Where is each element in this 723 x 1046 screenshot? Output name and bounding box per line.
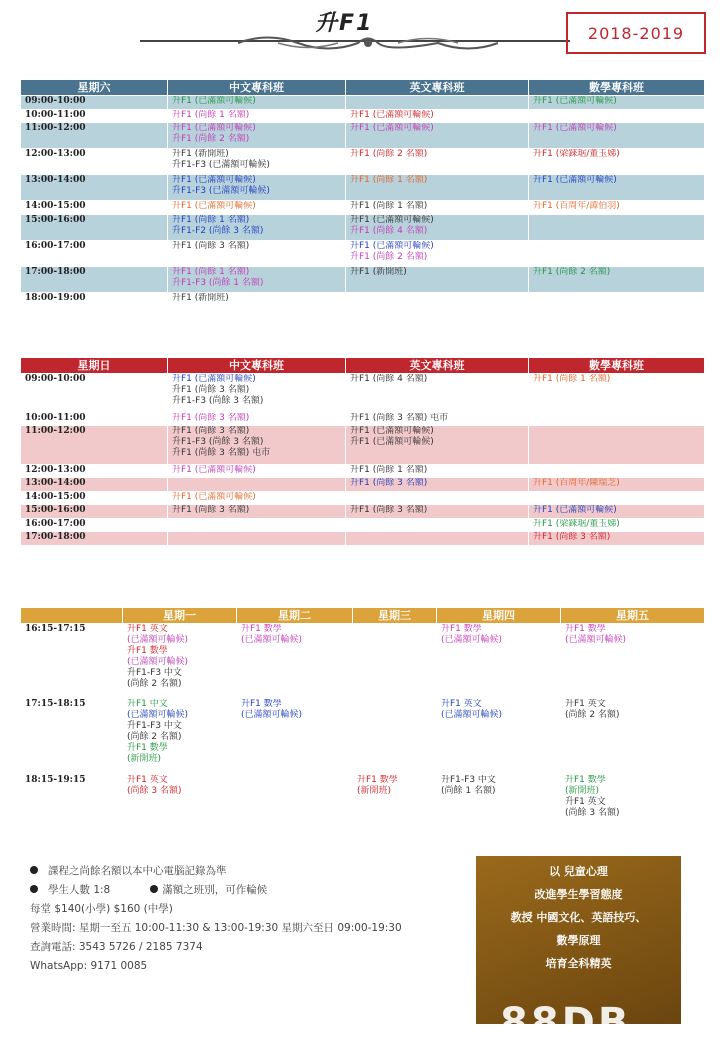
schedule-cell xyxy=(437,699,561,774)
schedule-cell xyxy=(561,699,705,774)
class-entry: 升F1 (百周年/陳瑞芝) xyxy=(533,478,620,488)
schedule-row xyxy=(21,412,705,426)
schedule-cell xyxy=(346,266,529,292)
class-entry: 升F1 (尚餘 3 名額) xyxy=(350,505,428,515)
note-ratio: 學生人數 1:8 xyxy=(48,884,111,896)
note-hours: 營業時間: 星期一至五 10:00-11:30 & 13:00-19:30 星期六至日 09:00-19:30 xyxy=(30,922,402,934)
class-entry: 升F1 (尚餘 4 名額) xyxy=(350,225,428,236)
schedule-row xyxy=(21,491,705,505)
class-entry: 升F1 (尚餘 1 名額) xyxy=(172,109,250,120)
schedule-cell xyxy=(168,505,346,519)
class-entry: 升F1 (已滿額可輪候) xyxy=(172,201,256,211)
schedule-cell xyxy=(168,123,346,149)
promo-line: 教授 中國文化、英語技巧、 xyxy=(510,911,647,924)
class-entry: 升F1 (已滿額可輪候) xyxy=(350,214,434,225)
class-entry: 升F1 (已滿額可輪候) xyxy=(172,123,256,133)
class-entry: 升F1 (已滿額可輪候) xyxy=(350,123,434,133)
class-entry: 升F1 (尚餘 2 名額) xyxy=(172,134,250,144)
schedule-cell xyxy=(353,624,437,699)
schedule-row xyxy=(21,201,705,215)
schedule-cell xyxy=(168,266,346,292)
schedule-cell xyxy=(168,214,346,240)
class-entry: (尚餘 2 名額) xyxy=(127,679,182,689)
class-entry: 升F1 (尚餘 3 名額) xyxy=(172,385,250,395)
column-header: 數學專科班 xyxy=(529,80,705,96)
column-header: 星期五 xyxy=(561,608,705,624)
weekday-table xyxy=(20,607,705,825)
class-entry: (已滿額可輪候) xyxy=(565,635,627,645)
promo-line: 改進學生學習態度 xyxy=(534,888,623,901)
schedule-cell xyxy=(346,374,529,413)
schedule-row xyxy=(21,699,705,774)
schedule-row xyxy=(21,505,705,519)
time-slot: 09:00-10:00 xyxy=(21,96,168,110)
class-entry: 升F1 英文 xyxy=(565,699,606,710)
class-entry: 升F1-F3 中文 xyxy=(127,668,182,678)
class-entry: (新開班) xyxy=(357,785,392,796)
schedule-cell xyxy=(529,240,705,266)
class-entry: 升F1 (已滿額可輪候) xyxy=(172,464,256,475)
class-entry: 升F1 中文 xyxy=(127,699,168,710)
class-entry: 升F1 (尚餘 3 名額) xyxy=(172,412,250,423)
schedule-cell xyxy=(237,774,353,825)
schedule-cell xyxy=(346,292,529,306)
class-entry: 升F1 (尚餘 3 名額) xyxy=(172,240,250,251)
schedule-cell xyxy=(237,624,353,699)
schedule-row xyxy=(21,624,705,699)
promo-line: 以 兒童心理 xyxy=(549,865,608,878)
note-fees: 每堂 $140(小學) $160 (中學) xyxy=(30,903,173,915)
class-entry: 升F1 (尚餘 1 名額) xyxy=(350,464,428,475)
schedule-cell xyxy=(529,505,705,519)
class-entry: 升F1 (百周年/譚伯羽) xyxy=(533,201,620,211)
schedule-cell xyxy=(346,109,529,123)
time-slot: 16:00-17:00 xyxy=(21,240,168,266)
schedule-cell xyxy=(529,201,705,215)
class-entry: 升F1 (已滿額可輪候) xyxy=(350,109,434,120)
schedule-cell xyxy=(346,240,529,266)
time-slot: 17:00-18:00 xyxy=(21,266,168,292)
class-entry: (已滿額可輪候) xyxy=(241,710,303,721)
schedule-cell xyxy=(346,201,529,215)
schedule-cell xyxy=(529,266,705,292)
time-slot: 12:00-13:00 xyxy=(21,149,168,175)
class-entry: 升F1-F3 中文 xyxy=(127,721,182,732)
class-entry: 升F1 (尚餘 1 名額) xyxy=(172,214,250,225)
class-entry: 升F1 數學 xyxy=(441,624,482,634)
class-entry: 升F1 (新開班) xyxy=(172,292,229,303)
class-entry: 升F1 (已滿額可輪候) xyxy=(172,491,256,502)
class-entry: 升F1 英文 xyxy=(127,774,168,785)
time-slot: 13:00-14:00 xyxy=(21,175,168,201)
time-slot: 14:00-15:00 xyxy=(21,201,168,215)
class-entry: (已滿額可輪候) xyxy=(441,710,503,721)
schedule-cell xyxy=(353,699,437,774)
schedule-cell xyxy=(529,96,705,110)
class-entry: 升F1-F3 (尚餘 3 名額) xyxy=(172,437,264,447)
schedule-cell xyxy=(168,201,346,215)
time-slot: 18:15-19:15 xyxy=(21,774,123,825)
schedule-cell xyxy=(346,96,529,110)
note-1: 課程之尚餘名額以本中心電腦記錄為準 xyxy=(48,865,227,877)
schedule-row xyxy=(21,96,705,110)
class-entry: (尚餘 3 名額) xyxy=(127,785,182,796)
class-entry: (尚餘 2 名額) xyxy=(565,710,620,721)
sunday-table xyxy=(20,357,705,546)
schedule-cell xyxy=(529,123,705,149)
class-entry: 升F1 英文 xyxy=(127,624,168,634)
time-slot: 10:00-11:00 xyxy=(21,109,168,123)
class-entry: 升F1-F3 (尚餘 3 名額) xyxy=(172,396,264,406)
schedule-cell xyxy=(346,464,529,478)
class-entry: 升F1 (已滿額可輪候) xyxy=(533,505,617,515)
class-entry: 升F1 (已滿額可輪候) xyxy=(350,437,434,447)
schedule-cell xyxy=(437,774,561,825)
bullet-icon xyxy=(30,866,38,874)
time-slot: 15:00-16:00 xyxy=(21,505,168,519)
class-entry: (已滿額可輪候) xyxy=(441,635,503,645)
class-entry: 升F1 (新開班) xyxy=(350,266,407,277)
schedule-cell xyxy=(346,149,529,175)
schedule-cell xyxy=(346,491,529,505)
schedule-cell xyxy=(561,624,705,699)
class-entry: (已滿額可輪候) xyxy=(127,657,189,667)
column-header: 中文專科班 xyxy=(168,80,346,96)
schedule-row xyxy=(21,175,705,201)
schedule-cell xyxy=(346,214,529,240)
column-header: 數學專科班 xyxy=(529,358,705,374)
time-slot: 17:15-18:15 xyxy=(21,699,123,774)
class-entry: 升F1 (尚餘 3 名額) xyxy=(350,478,428,488)
schedule-row xyxy=(21,109,705,123)
schedule-cell xyxy=(168,175,346,201)
class-entry: 升F1 (尚餘 2 名額) xyxy=(350,251,428,262)
class-entry: 升F1 (尚餘 3 名額) 屯市 xyxy=(350,412,449,423)
class-entry: 升F1 (已滿額可輪候) xyxy=(172,96,256,106)
schedule-cell xyxy=(168,532,346,546)
column-header: 星期三 xyxy=(353,608,437,624)
promo-box xyxy=(476,856,681,1024)
schedule-cell xyxy=(529,412,705,426)
schedule-cell xyxy=(168,412,346,426)
time-slot: 16:00-17:00 xyxy=(21,518,168,532)
schedule-cell xyxy=(168,292,346,306)
class-entry: 升F1 (尚餘 2 名額) xyxy=(533,266,611,277)
class-entry: 升F1-F3 (尚餘 1 名額) xyxy=(172,277,264,288)
time-slot: 12:00-13:00 xyxy=(21,464,168,478)
time-slot: 09:00-10:00 xyxy=(21,374,168,413)
schedule-cell xyxy=(529,532,705,546)
class-entry: 升F1 數學 xyxy=(565,774,606,785)
schedule-cell xyxy=(529,518,705,532)
class-entry: (尚餘 3 名額) xyxy=(565,807,620,818)
schedule-row xyxy=(21,149,705,175)
schedule-cell xyxy=(346,532,529,546)
schedule-row xyxy=(21,774,705,825)
time-slot: 14:00-15:00 xyxy=(21,491,168,505)
schedule-cell xyxy=(123,699,237,774)
time-slot: 18:00-19:00 xyxy=(21,292,168,306)
schedule-cell xyxy=(353,774,437,825)
schedule-cell xyxy=(346,175,529,201)
schedule-cell xyxy=(168,240,346,266)
time-slot: 15:00-16:00 xyxy=(21,214,168,240)
note-phone: 查詢電話: 3543 5726 / 2185 7374 xyxy=(30,941,203,953)
schedule-cell xyxy=(168,518,346,532)
schedule-cell xyxy=(346,426,529,465)
schedule-row xyxy=(21,426,705,465)
schedule-cell xyxy=(529,175,705,201)
class-entry: 升F1-F3 中文 xyxy=(441,774,496,785)
class-entry: (尚餘 2 名額) xyxy=(127,732,182,743)
notes xyxy=(30,862,402,976)
class-entry: 升F1 英文 xyxy=(565,796,606,807)
promo-line: 數學原理 xyxy=(556,934,601,947)
class-entry: 升F1-F3 (已滿額可輪候) xyxy=(172,160,270,170)
schedule-row xyxy=(21,464,705,478)
schedule-cell xyxy=(346,505,529,519)
schedule-row xyxy=(21,214,705,240)
class-entry: (尚餘 1 名額) xyxy=(441,785,496,796)
schedule-cell xyxy=(437,624,561,699)
class-entry: 升F1 (尚餘 1 名額) xyxy=(350,201,428,211)
column-header: 英文專科班 xyxy=(346,80,529,96)
schedule-cell xyxy=(237,699,353,774)
schedule-cell xyxy=(529,109,705,123)
schedule-cell xyxy=(168,149,346,175)
class-entry: 升F1 (已滿額可輪候) xyxy=(533,96,617,106)
class-entry: 升F1-F2 (尚餘 3 名額) xyxy=(172,225,264,236)
class-entry: 升F1 (尚餘 1 名額) xyxy=(533,374,611,384)
schedule-cell xyxy=(346,123,529,149)
class-entry: 升F1 數學 xyxy=(565,624,606,634)
note-whatsapp: WhatsApp: 9171 0085 xyxy=(30,960,148,972)
class-entry: (已滿額可輪候) xyxy=(241,635,303,645)
class-entry: (新開班) xyxy=(565,785,600,796)
schedule-cell xyxy=(168,464,346,478)
schedule-cell xyxy=(168,426,346,465)
note-waitlist: 滿額之班別，可作輪候 xyxy=(162,884,268,896)
schedule-cell xyxy=(529,292,705,306)
schedule-row xyxy=(21,532,705,546)
class-entry: 升F1 (已滿額可輪候) xyxy=(533,175,617,185)
schedule-row xyxy=(21,123,705,149)
column-header: 星期一 xyxy=(123,608,237,624)
class-entry: 升F1 數學 xyxy=(127,646,168,656)
saturday-table xyxy=(20,79,705,306)
class-entry: 升F1 (尚餘 3 名額) xyxy=(533,532,611,542)
class-entry: 升F1 數學 xyxy=(241,699,282,710)
time-slot: 13:00-14:00 xyxy=(21,478,168,492)
class-entry: 升F1 (梁錸琚/董玉娣) xyxy=(533,149,620,159)
class-entry: 升F1 (已滿額可輪候) xyxy=(172,374,256,384)
schedule-row xyxy=(21,240,705,266)
class-entry: 升F1 (尚餘 1 名額) xyxy=(172,266,250,277)
time-slot: 16:15-17:15 xyxy=(21,624,123,699)
schedule-row xyxy=(21,292,705,306)
schedule-cell xyxy=(529,478,705,492)
column-header: 中文專科班 xyxy=(168,358,346,374)
schedule-cell xyxy=(123,774,237,825)
watermark: 88DB xyxy=(500,1000,632,1046)
class-entry: 升F1 (尚餘 4 名額) xyxy=(350,374,428,384)
schedule-row xyxy=(21,478,705,492)
schedule-cell xyxy=(168,478,346,492)
schedule-row xyxy=(21,374,705,413)
page-title: 升F1 xyxy=(315,11,374,36)
time-slot: 10:00-11:00 xyxy=(21,412,168,426)
class-entry: 升F1 (已滿額可輪候) xyxy=(172,175,256,185)
column-header: 英文專科班 xyxy=(346,358,529,374)
ornament-icon xyxy=(238,32,498,54)
year-badge: 2018-2019 xyxy=(566,12,706,54)
column-header: 星期六 xyxy=(21,80,168,96)
promo-line: 培育全科精英 xyxy=(545,957,612,970)
class-entry: (已滿額可輪候) xyxy=(127,635,189,645)
class-entry: (已滿額可輪候) xyxy=(127,710,189,721)
class-entry: 升F1 (尚餘 2 名額) xyxy=(350,149,428,159)
schedule-cell xyxy=(168,374,346,413)
column-header: 星期二 xyxy=(237,608,353,624)
class-entry: 升F1 數學 xyxy=(127,743,168,754)
schedule-cell xyxy=(529,214,705,240)
schedule-cell xyxy=(529,491,705,505)
schedule-cell xyxy=(529,374,705,413)
schedule-cell xyxy=(346,478,529,492)
class-entry: 升F1 英文 xyxy=(441,699,482,710)
bullet-icon xyxy=(30,885,38,893)
time-slot: 11:00-12:00 xyxy=(21,426,168,465)
class-entry: 升F1 (已滿額可輪候) xyxy=(533,123,617,133)
schedule-cell xyxy=(529,464,705,478)
schedule-cell xyxy=(529,426,705,465)
class-entry: 升F1 (尚餘 1 名額) xyxy=(350,175,428,185)
column-header: 星期日 xyxy=(21,358,168,374)
schedule-cell xyxy=(123,624,237,699)
class-entry: 升F1-F3 (已滿額可輪候) xyxy=(172,186,270,196)
class-entry: 升F1 數學 xyxy=(241,624,282,634)
class-entry: 升F1 (已滿額可輪候) xyxy=(350,240,434,251)
column-header xyxy=(21,608,123,624)
schedule-cell xyxy=(529,149,705,175)
schedule-cell xyxy=(561,774,705,825)
schedule-cell xyxy=(346,412,529,426)
schedule-row xyxy=(21,266,705,292)
schedule-cell xyxy=(168,96,346,110)
schedule-cell xyxy=(346,518,529,532)
schedule-cell xyxy=(168,109,346,123)
class-entry: 升F1 (尚餘 3 名額) xyxy=(172,426,250,436)
time-slot: 11:00-12:00 xyxy=(21,123,168,149)
schedule-row xyxy=(21,518,705,532)
class-entry: (新開班) xyxy=(127,754,162,765)
column-header: 星期四 xyxy=(437,608,561,624)
schedule-cell xyxy=(168,491,346,505)
class-entry: 升F1 (已滿額可輪候) xyxy=(350,426,434,436)
class-entry: 升F1 (梁錸琚/董玉娣) xyxy=(533,518,620,529)
class-entry: 升F1 (尚餘 3 名額) 屯市 xyxy=(172,448,271,458)
class-entry: 升F1 (尚餘 3 名額) xyxy=(172,505,250,515)
bullet-icon xyxy=(150,885,158,893)
time-slot: 17:00-18:00 xyxy=(21,532,168,546)
class-entry: 升F1 (新開班) xyxy=(172,149,229,159)
class-entry: 升F1 數學 xyxy=(357,774,398,785)
